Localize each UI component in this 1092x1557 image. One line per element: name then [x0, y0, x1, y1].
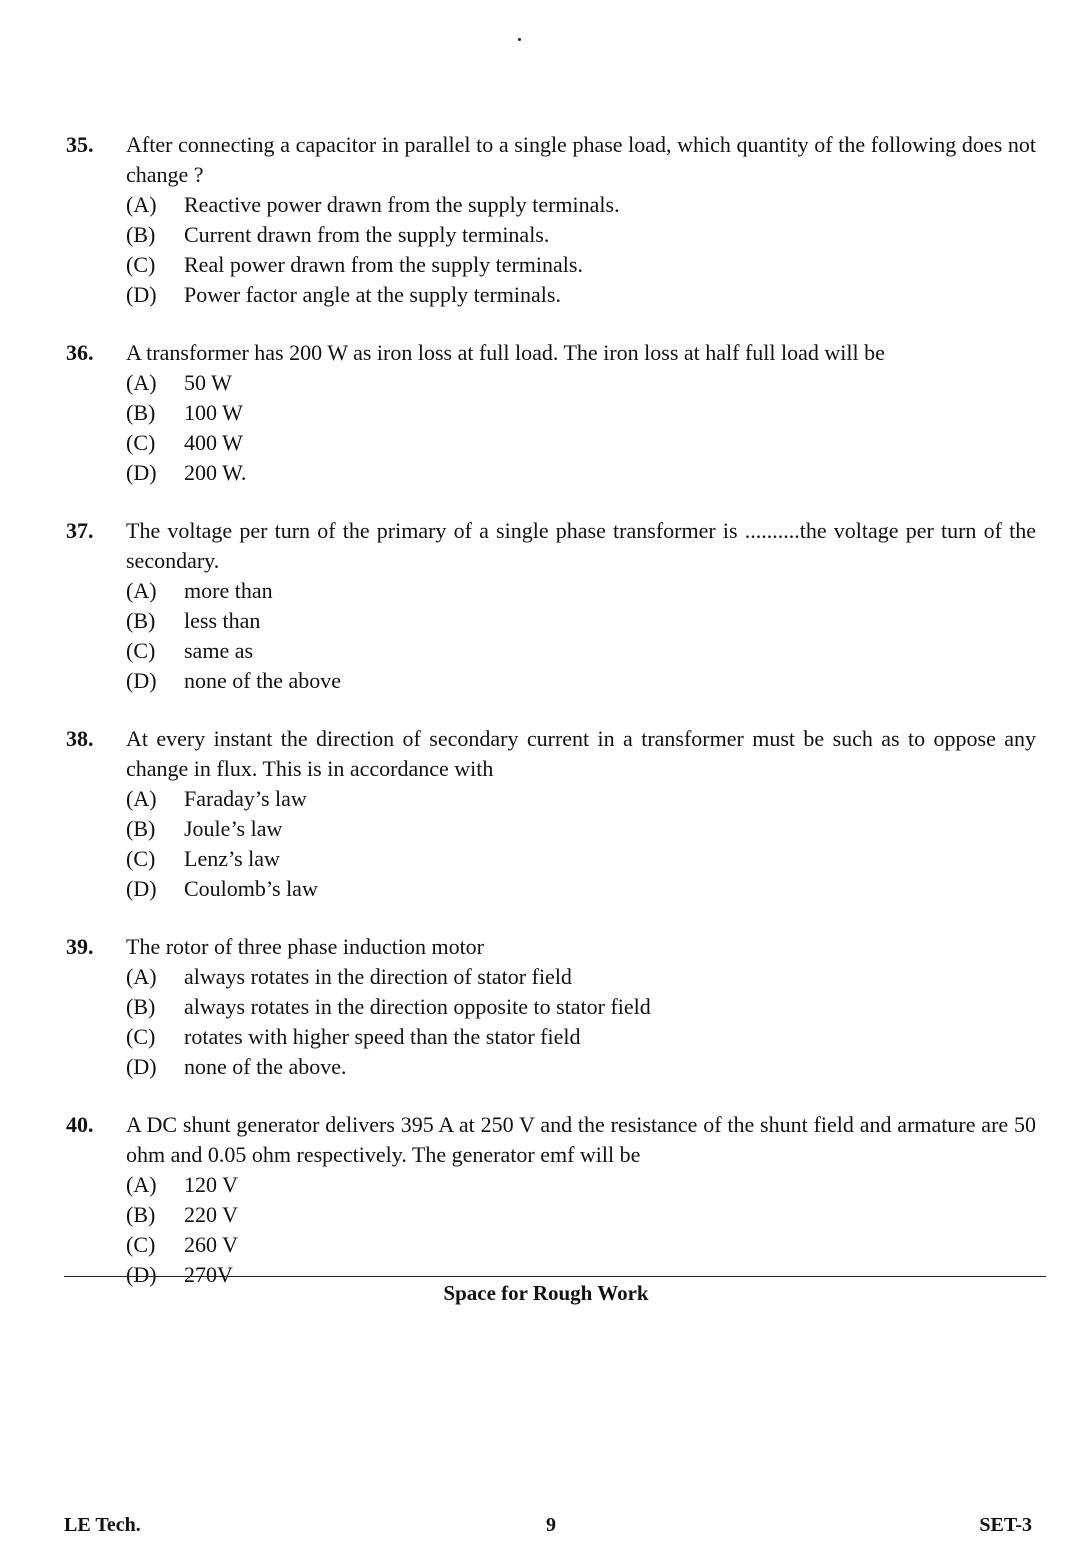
footer-set-code: SET-3	[979, 1514, 1032, 1536]
answer-option	[66, 874, 1036, 904]
footer-exam-name: LE Tech.	[64, 1514, 141, 1536]
option-label: (C)	[126, 1232, 156, 1257]
option-label: (B)	[126, 608, 156, 633]
question-block	[66, 516, 1036, 696]
question-stem	[66, 338, 1036, 368]
answer-option	[66, 190, 1036, 220]
option-label: (C)	[126, 846, 156, 871]
answer-option	[66, 428, 1036, 458]
answer-option	[66, 1052, 1036, 1082]
option-label: (C)	[126, 638, 156, 663]
option-label: (D)	[126, 282, 157, 307]
question-stem	[66, 130, 1036, 190]
answer-option	[66, 1022, 1036, 1052]
option-label: (B)	[126, 994, 156, 1019]
answer-option	[66, 398, 1036, 428]
question-stem	[66, 724, 1036, 784]
question-text: A DC shunt generator delivers 395 A at 250 V and the resistance of the shunt field and armature are 50 ohm and 0.05 ohm respectively. The generator emf will be	[126, 1112, 1036, 1167]
rough-work-divider	[64, 1276, 1046, 1277]
answer-option	[66, 220, 1036, 250]
option-text: Reactive power drawn from the supply terminals.	[184, 192, 620, 217]
question-number: 37.	[66, 518, 94, 543]
option-text: rotates with higher speed than the stator field	[184, 1024, 581, 1049]
answer-option	[66, 784, 1036, 814]
option-text: always rotates in the direction opposite to stator field	[184, 994, 651, 1019]
answer-option	[66, 666, 1036, 696]
option-list	[66, 368, 1036, 488]
option-text: 400 W	[184, 430, 243, 455]
option-text: 100 W	[184, 400, 243, 425]
footer-page-number: 9	[546, 1514, 556, 1536]
question-stem	[66, 932, 1036, 962]
option-label: (C)	[126, 252, 156, 277]
question-text: The voltage per turn of the primary of a single phase transformer is ..........the voltage per turn of the secondary.	[126, 518, 1036, 573]
option-text: Current drawn from the supply terminals.	[184, 222, 550, 247]
option-text: 120 V	[184, 1172, 238, 1197]
rough-work-label: Space for Rough Work	[443, 1281, 649, 1305]
option-text: 270V	[184, 1262, 233, 1287]
answer-option	[66, 814, 1036, 844]
option-label: (B)	[126, 222, 156, 247]
answer-option	[66, 962, 1036, 992]
option-label: (B)	[126, 400, 156, 425]
question-block	[66, 932, 1036, 1082]
answer-option	[66, 576, 1036, 606]
question-text: After connecting a capacitor in parallel to a single phase load, which quantity of the following does not change ?	[126, 132, 1036, 187]
question-block	[66, 130, 1036, 310]
answer-option	[66, 1170, 1036, 1200]
answer-option	[66, 458, 1036, 488]
option-label: (D)	[126, 876, 157, 901]
option-text: Faraday’s law	[184, 786, 307, 811]
question-text: A transformer has 200 W as iron loss at full load. The iron loss at half full load will be	[126, 340, 885, 365]
answer-option	[66, 280, 1036, 310]
answer-option	[66, 1200, 1036, 1230]
option-label: (D)	[126, 668, 157, 693]
option-label: (B)	[126, 816, 156, 841]
question-stem	[66, 516, 1036, 576]
question-block	[66, 724, 1036, 904]
option-text: none of the above.	[184, 1054, 347, 1079]
option-text: 260 V	[184, 1232, 238, 1257]
answer-option	[66, 606, 1036, 636]
option-text: Coulomb’s law	[184, 876, 318, 901]
option-text: 50 W	[184, 370, 232, 395]
option-text: same as	[184, 638, 254, 663]
option-text: more than	[184, 578, 273, 603]
option-text: always rotates in the direction of stator field	[184, 964, 572, 989]
question-block	[66, 338, 1036, 488]
question-text: At every instant the direction of secondary current in a transformer must be such as to oppose any change in flux. This is in accordance with	[126, 726, 1036, 781]
option-label: (A)	[126, 192, 157, 217]
answer-option	[66, 368, 1036, 398]
option-list	[66, 784, 1036, 904]
option-label: (D)	[126, 460, 157, 485]
question-number: 40.	[66, 1112, 94, 1137]
question-number: 39.	[66, 934, 94, 959]
question-block	[66, 1110, 1036, 1290]
option-list	[66, 190, 1036, 310]
question-text: The rotor of three phase induction motor	[126, 934, 485, 959]
option-text: Power factor angle at the supply terminals.	[184, 282, 561, 307]
option-label: (D)	[126, 1262, 157, 1287]
scan-speck	[518, 38, 521, 41]
option-text: Joule’s law	[184, 816, 283, 841]
option-label: (A)	[126, 370, 157, 395]
option-text: 200 W.	[184, 460, 247, 485]
answer-option	[66, 250, 1036, 280]
answer-option	[66, 1230, 1036, 1260]
option-list	[66, 1170, 1036, 1290]
option-text: none of the above	[184, 668, 341, 693]
option-label: (A)	[126, 964, 157, 989]
option-text: less than	[184, 608, 261, 633]
option-label: (A)	[126, 578, 157, 603]
option-list	[66, 962, 1036, 1082]
question-number: 36.	[66, 340, 94, 365]
option-list	[66, 576, 1036, 696]
option-text: Real power drawn from the supply terminals.	[184, 252, 583, 277]
answer-option	[66, 636, 1036, 666]
option-label: (D)	[126, 1054, 157, 1079]
option-label: (A)	[126, 786, 157, 811]
option-text: Lenz’s law	[184, 846, 280, 871]
question-stem	[66, 1110, 1036, 1170]
option-label: (B)	[126, 1202, 156, 1227]
option-label: (C)	[126, 430, 156, 455]
question-number: 38.	[66, 726, 94, 751]
option-label: (A)	[126, 1172, 157, 1197]
answer-option	[66, 992, 1036, 1022]
option-label: (C)	[126, 1024, 156, 1049]
question-number: 35.	[66, 132, 94, 157]
answer-option	[66, 844, 1036, 874]
option-text: 220 V	[184, 1202, 238, 1227]
question-list	[66, 130, 1036, 1318]
